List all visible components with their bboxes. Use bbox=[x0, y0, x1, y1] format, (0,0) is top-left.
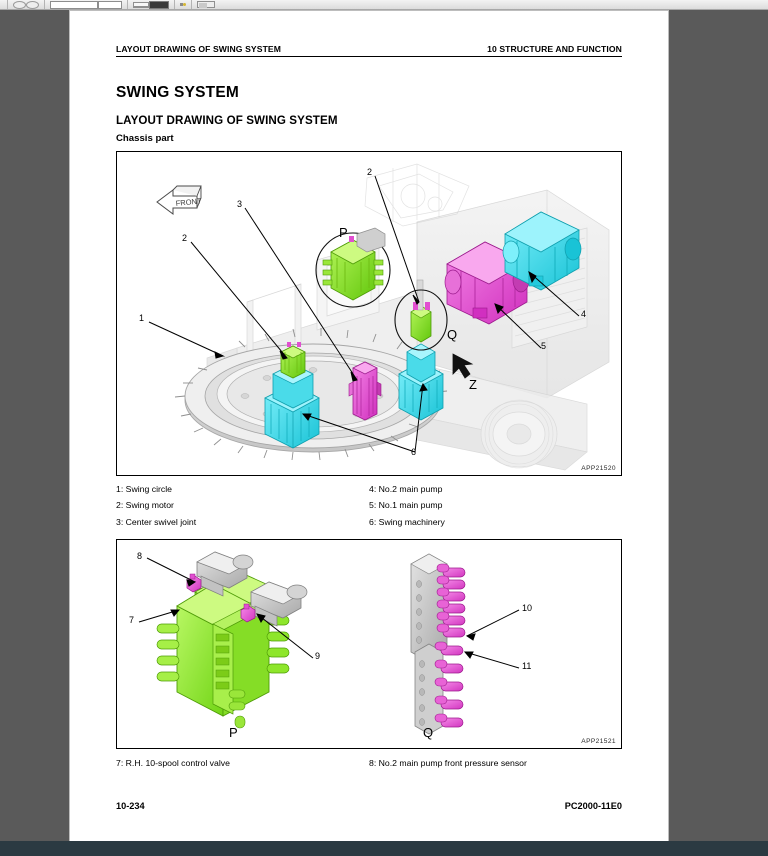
toolbar-separator bbox=[7, 0, 8, 9]
figure-chassis-layout bbox=[116, 151, 622, 476]
legend-item-6: 6: Swing machinery bbox=[369, 516, 445, 527]
callout-10: 10 bbox=[522, 602, 533, 613]
footer-model-code: PC2000-11E0 bbox=[564, 800, 622, 811]
zoom-in-button[interactable] bbox=[183, 1, 186, 9]
detail-q-sensor-bracket bbox=[411, 554, 519, 734]
detail-label-q: Q bbox=[423, 724, 434, 740]
page-number-field[interactable] bbox=[50, 1, 98, 9]
callout-4: 4 bbox=[581, 309, 587, 319]
legend-item-2: 2: Swing motor bbox=[116, 500, 174, 511]
legend-item-4: 4: No.2 main pump bbox=[369, 484, 443, 494]
callout-7: 7 bbox=[129, 614, 135, 625]
callout-5: 5 bbox=[541, 341, 547, 351]
viewer-toolbar bbox=[0, 0, 768, 10]
footer-page-number: 10-234 bbox=[116, 800, 145, 811]
back-button[interactable] bbox=[13, 1, 26, 9]
detail-drawing bbox=[117, 540, 621, 748]
running-head-left: LAYOUT DRAWING OF SWING SYSTEM bbox=[116, 44, 282, 54]
page-footer bbox=[116, 801, 622, 811]
figure-code-chassis: APP21520 bbox=[581, 465, 616, 472]
toolbar-separator bbox=[44, 0, 45, 9]
callout-3: 3 bbox=[237, 199, 243, 209]
callout-11: 11 bbox=[522, 660, 532, 671]
figure-detail-views bbox=[116, 539, 622, 749]
legend-details bbox=[116, 757, 622, 770]
fit-page-button[interactable] bbox=[149, 1, 169, 9]
running-head-right: 10 STRUCTURE AND FUNCTION bbox=[487, 44, 622, 54]
detail-label-p: P bbox=[229, 724, 238, 740]
svg-text:FRONT: FRONT bbox=[175, 196, 202, 208]
legend-item-5: 5: No.1 main pump bbox=[369, 500, 443, 511]
detail-marker-p: P bbox=[339, 225, 348, 240]
legend-item-8: 8: No.2 main pump front pressure sensor bbox=[369, 757, 527, 768]
toolbar-separator bbox=[174, 0, 175, 9]
callout-6: 6 bbox=[411, 447, 417, 457]
legend-item-3: 3: Center swivel joint bbox=[116, 516, 197, 527]
callout-1: 1 bbox=[139, 313, 145, 323]
forward-button[interactable] bbox=[26, 1, 39, 9]
viewer-status-bar bbox=[0, 841, 768, 856]
toolbar-separator bbox=[127, 0, 128, 9]
callout-8: 8 bbox=[137, 550, 143, 561]
callout-2a: 2 bbox=[182, 233, 188, 243]
front-orientation-arrow bbox=[157, 186, 202, 214]
section-subtitle: LAYOUT DRAWING OF SWING SYSTEM bbox=[116, 114, 338, 127]
detail-marker-q: Q bbox=[447, 327, 458, 342]
toolbar-separator bbox=[191, 0, 192, 9]
fit-width-button[interactable] bbox=[133, 1, 149, 9]
callout-2b: 2 bbox=[367, 167, 373, 177]
running-head bbox=[116, 44, 622, 57]
document-page bbox=[70, 11, 668, 841]
chassis-drawing bbox=[117, 152, 621, 475]
running-head-rule bbox=[116, 56, 622, 57]
section-subsubtitle: Chassis part bbox=[116, 133, 174, 144]
center-swivel-joint bbox=[349, 362, 381, 420]
layout-button[interactable] bbox=[197, 1, 215, 9]
legend-item-1: 1: Swing circle bbox=[116, 484, 173, 494]
figure-code-details: APP21521 bbox=[581, 737, 616, 745]
detail-p-control-valve bbox=[139, 552, 313, 728]
legend-chassis bbox=[116, 482, 622, 530]
callout-9: 9 bbox=[315, 650, 321, 661]
view-arrow-z-label: Z bbox=[469, 377, 477, 392]
page-total-field[interactable] bbox=[98, 1, 122, 9]
legend-item-7: 7: R.H. 10-spool control valve bbox=[116, 757, 230, 768]
page-title: SWING SYSTEM bbox=[116, 84, 239, 101]
